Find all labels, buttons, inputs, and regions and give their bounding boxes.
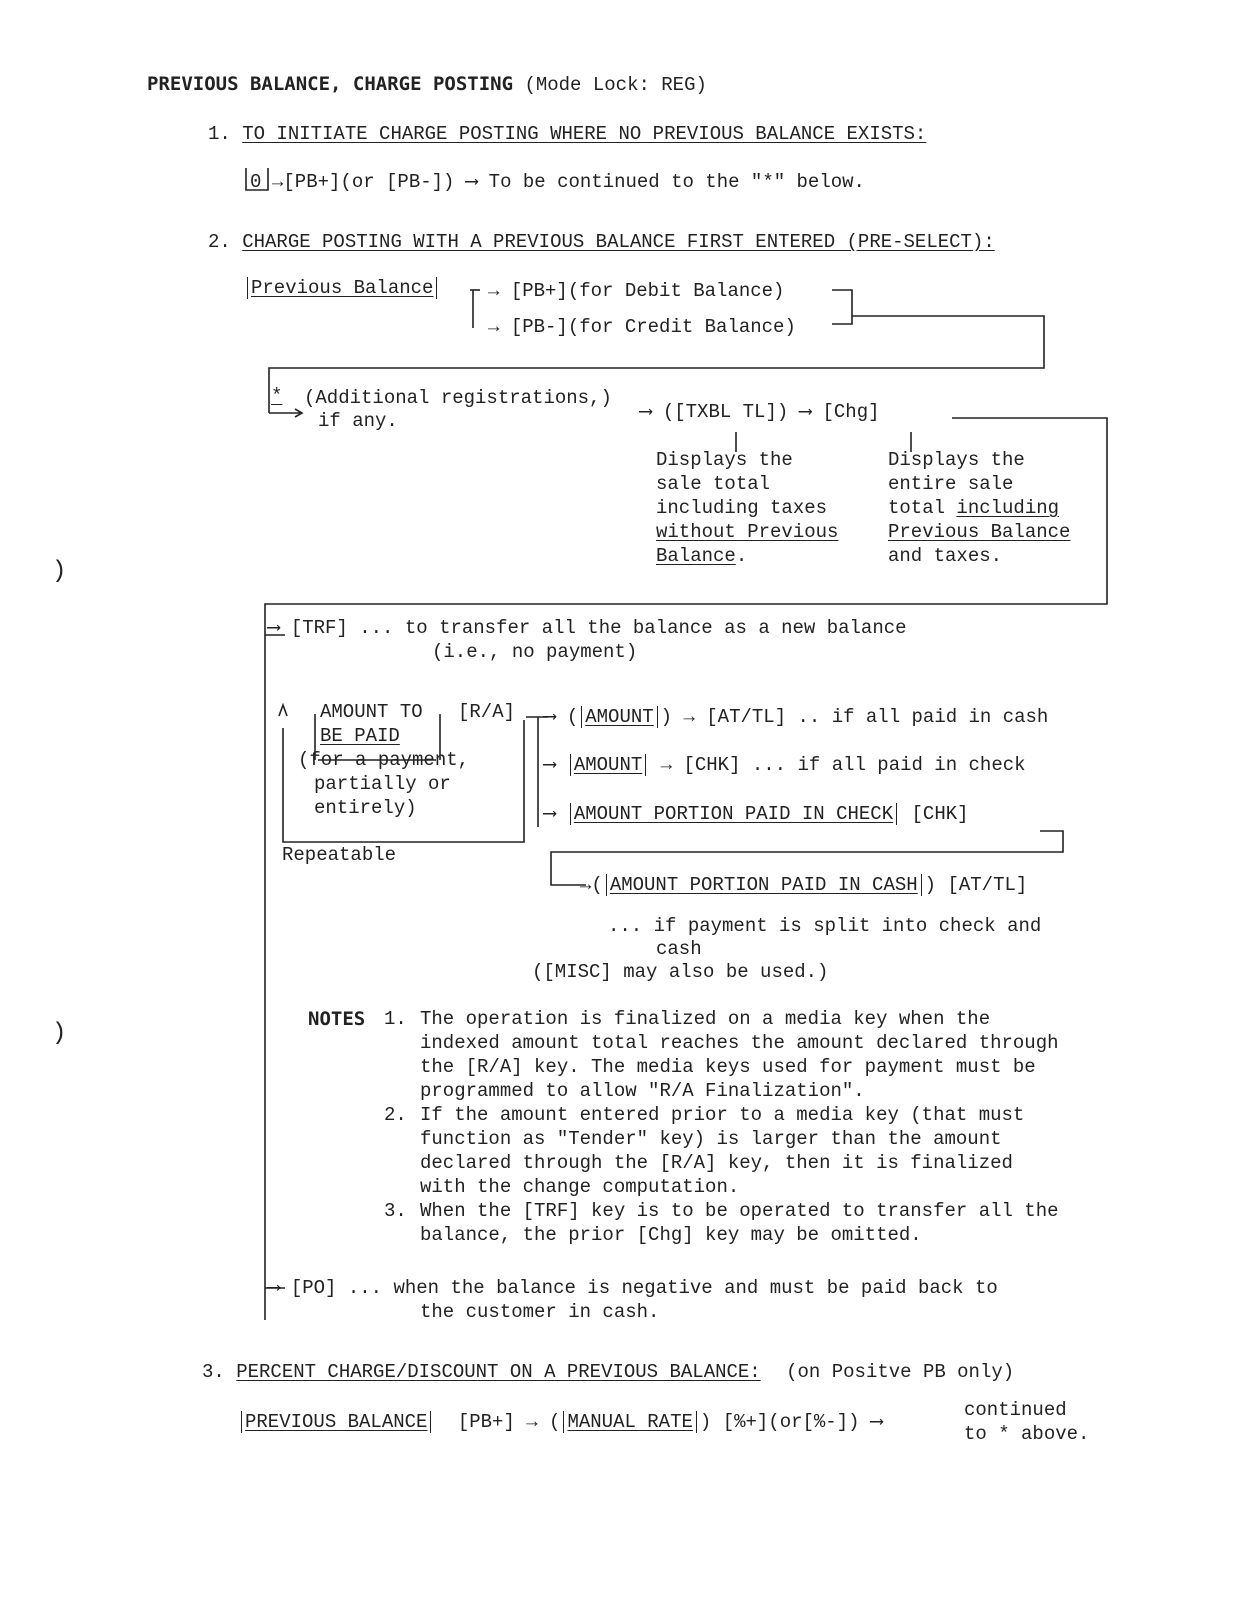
star-marker: * (271, 385, 283, 407)
note-3-number: 3. (384, 1200, 407, 1222)
option-portion-cash: →( AMOUNT PORTION PAID IN CASH ) [AT/TL] (580, 874, 1028, 896)
trf-option-note: (i.e., no payment) (432, 641, 638, 663)
section-3-sequence: PREVIOUS BALANCE [PB+] → ( MANUAL RATE ) [%+](or[%-]) ⟶ (238, 1410, 882, 1434)
note-1-number: 1. (384, 1008, 407, 1030)
previous-balance-label: Previous Balance (251, 277, 434, 299)
ra-key: [R/A] (458, 701, 516, 723)
note-3: When the [TRF] key is to be operated to transfer all the balance, the prior [Chg] key may be omitted. (420, 1200, 1059, 1246)
section-1-title (208, 122, 926, 146)
heading-title: PREVIOUS BALANCE, CHARGE POSTING (147, 73, 514, 95)
pb-plus-debit: → [PB+](for Debit Balance) (488, 280, 785, 302)
section-3-suffix: (on Positve PB only) (786, 1361, 1015, 1383)
margin-mark-1: ) (52, 558, 67, 585)
txbl-description: Displays the sale total including taxes without Previous Balance. (656, 449, 839, 567)
previous-balance-entry (244, 276, 440, 300)
section-3-previous-balance: PREVIOUS BALANCE (245, 1411, 428, 1433)
chg-description: Displays the entire sale total including Previous Balance and taxes. (888, 449, 1071, 567)
page-heading (147, 72, 707, 97)
po-option: ⟶ [PO] ... when the balance is negative and must be paid back to (268, 1277, 998, 1299)
section-1-number: 1. (208, 123, 231, 145)
section-1-key-zero: 0 (250, 171, 262, 193)
section-3-number: 3. (202, 1361, 225, 1383)
heading-mode: (Mode Lock: REG) (524, 74, 707, 96)
section-2-number: 2. (208, 231, 231, 253)
split-payment-note-cont: cash (656, 938, 702, 960)
note-2-number: 2. (384, 1104, 407, 1126)
additional-registrations-cont: if any. (318, 410, 398, 432)
margin-mark-2: ) (52, 1020, 67, 1047)
note-1: The operation is finalized on a media key when the indexed amount total reaches the amount declared through the [R/A] key. The media keys used for payment must be programmed to allow "R/A Finalization". (420, 1008, 1059, 1102)
section-2-title (208, 230, 995, 254)
section-1-sequence: →[PB+](or [PB-]) ⟶ To be continued to the "*" below. (272, 171, 865, 193)
option-all-check: ⟶ AMOUNT → [CHK] ... if all paid in check (544, 754, 1026, 776)
for-payment-note: (for a payment, partially or entirely) (298, 749, 470, 819)
option-portion-check: ⟶ AMOUNT PORTION PAID IN CHECK [CHK] (544, 803, 969, 825)
section-2-heading: CHARGE POSTING WITH A PREVIOUS BALANCE FIRST ENTERED (PRE-SELECT): (242, 231, 995, 253)
section-3-heading: PERCENT CHARGE/DISCOUNT ON A PREVIOUS BALANCE: (236, 1361, 761, 1383)
amount-to-be-paid-box: AMOUNT TO BE PAID (320, 701, 423, 747)
section-3-title (202, 1360, 1014, 1384)
section-3-continued: continued to * above. (964, 1399, 1090, 1445)
repeatable-label: Repeatable (282, 844, 397, 866)
notes-label: NOTES (308, 1008, 366, 1030)
po-option-note: the customer in cash. (420, 1301, 660, 1323)
option-all-cash: ⟶ ( AMOUNT ) → [AT/TL] .. if all paid in cash (544, 706, 1049, 728)
split-payment-note: ... if payment is split into check and (608, 915, 1042, 937)
note-2: If the amount entered prior to a media key (that must function as "Tender" key) is larger than the amount declared through the [R/A] key, then it is finalized with the change computation. (420, 1104, 1025, 1198)
misc-note: ([MISC] may also be used.) (532, 961, 829, 983)
additional-registrations: (Additional registrations,) (304, 387, 612, 409)
trf-option: ⟶ [TRF] ... to transfer all the balance as a new balance (268, 617, 907, 639)
txbl-chg-sequence: ⟶ ([TXBL TL]) ⟶ [Chg] (640, 401, 880, 423)
section-1-heading: TO INITIATE CHARGE POSTING WHERE NO PREVIOUS BALANCE EXISTS: (242, 123, 927, 145)
pb-minus-credit: → [PB-](for Credit Balance) (488, 316, 796, 338)
manual-rate-label: MANUAL RATE (567, 1411, 693, 1433)
